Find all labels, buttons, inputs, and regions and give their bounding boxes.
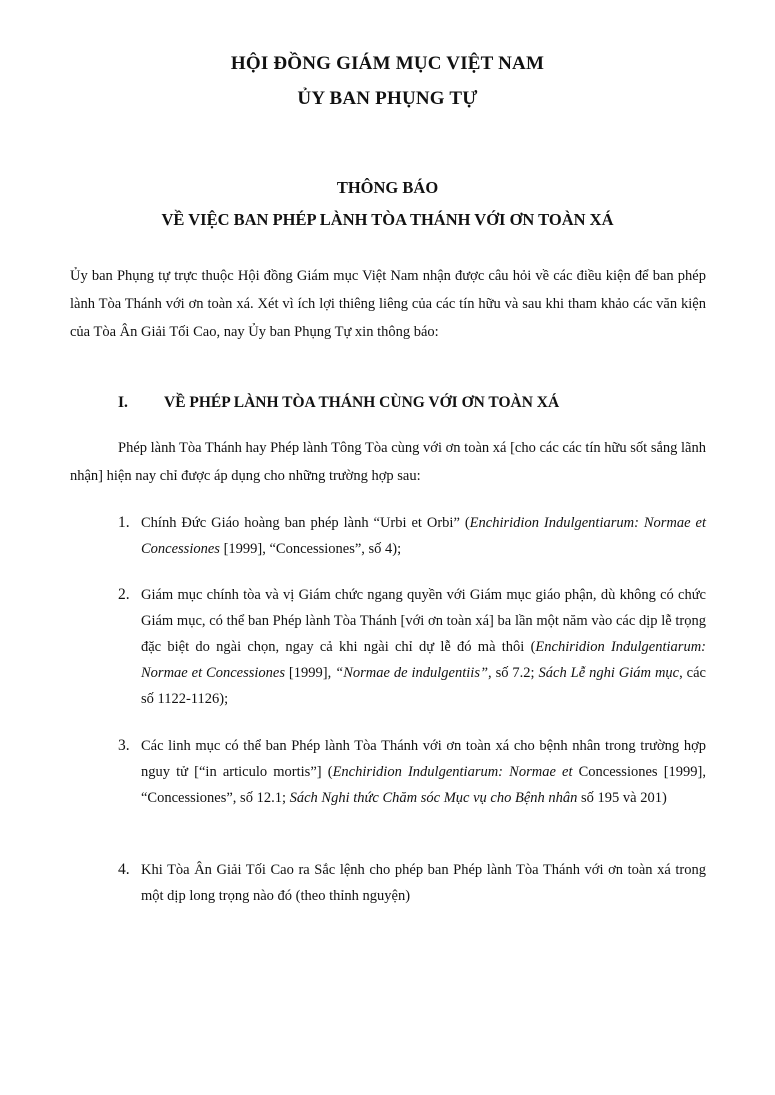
- list-item-number: 4.: [118, 861, 130, 878]
- section-title: VỀ PHÉP LÀNH TÒA THÁNH CÙNG VỚI ƠN TOÀN XÁ: [164, 394, 560, 411]
- list-item-text: Các linh mục có thể ban Phép lành Tòa Thánh với ơn toàn xá cho bệnh nhân trong trường hợp nguy tử [“in articulo mortis”] (Enchiridion Indulgentiarum: Normae et Concessiones [1999], “Concessiones”, số 12.1; Sách Nghi thức Chăm sóc Mục vụ cho Bệnh nhân số 195 và 201): [141, 738, 706, 806]
- notice-subject: VỀ VIỆC BAN PHÉP LÀNH TÒA THÁNH VỚI ƠN TOÀN XÁ: [161, 210, 614, 229]
- list-item-number: 3.: [118, 737, 130, 754]
- list-item-text: Khi Tòa Ân Giải Tối Cao ra Sắc lệnh cho phép ban Phép lành Tòa Thánh với ơn toàn xá trong một dịp long trọng nào đó (theo thỉnh nguyện): [141, 862, 706, 904]
- section-intro-paragraph: Phép lành Tòa Thánh hay Phép lành Tông Tòa cùng với ơn toàn xá [cho các các tín hữu sốt sắng lãnh nhận] hiện nay chỉ được áp dụng cho những trường hợp sau:: [70, 440, 706, 484]
- org-title: HỘI ĐỒNG GIÁM MỤC VIỆT NAM: [230, 53, 545, 74]
- list-item-number: 1.: [118, 514, 130, 531]
- list-item-text: Giám mục chính tòa và vị Giám chức ngang quyền với Giám mục giáo phận, dù không có chức Giám mục, có thể ban Phép lành Tòa Thánh [với ơn toàn xá] ba lần một năm vào các dịp lễ trọng đặc biệt do ngài chọn, ngay cả khi ngài chỉ dự lễ đó mà thôi (Enchiridion Indulgentiarum: Normae et Concessiones [1999], “Normae de indulgentiis”, số 7.2; Sách Lễ nghi Giám mục, các số 1122-1126);: [141, 587, 706, 707]
- committee-title: ỦY BAN PHỤNG TỰ: [297, 88, 478, 109]
- list-item-number: 2.: [118, 586, 130, 603]
- section-heading: [118, 394, 559, 412]
- section-number: I.: [118, 394, 128, 411]
- notice-label: THÔNG BÁO: [336, 178, 439, 197]
- list-item-text: Chính Đức Giáo hoàng ban phép lành “Urbi et Orbi” (Enchiridion Indulgentiarum: Normae et Concessiones [1999], “Concessiones”, số 4);: [141, 515, 706, 557]
- intro-paragraph: Ủy ban Phụng tự trực thuộc Hội đồng Giám mục Việt Nam nhận được câu hỏi về các điều kiện để ban phép lành Tòa Thánh với ơn toàn xá. Xét vì ích lợi thiêng liêng của các tín hữu và sau khi tham khảo các văn kiện của Tòa Ân Giải Tối Cao, nay Ủy ban Phụng Tự xin thông báo:: [70, 268, 706, 340]
